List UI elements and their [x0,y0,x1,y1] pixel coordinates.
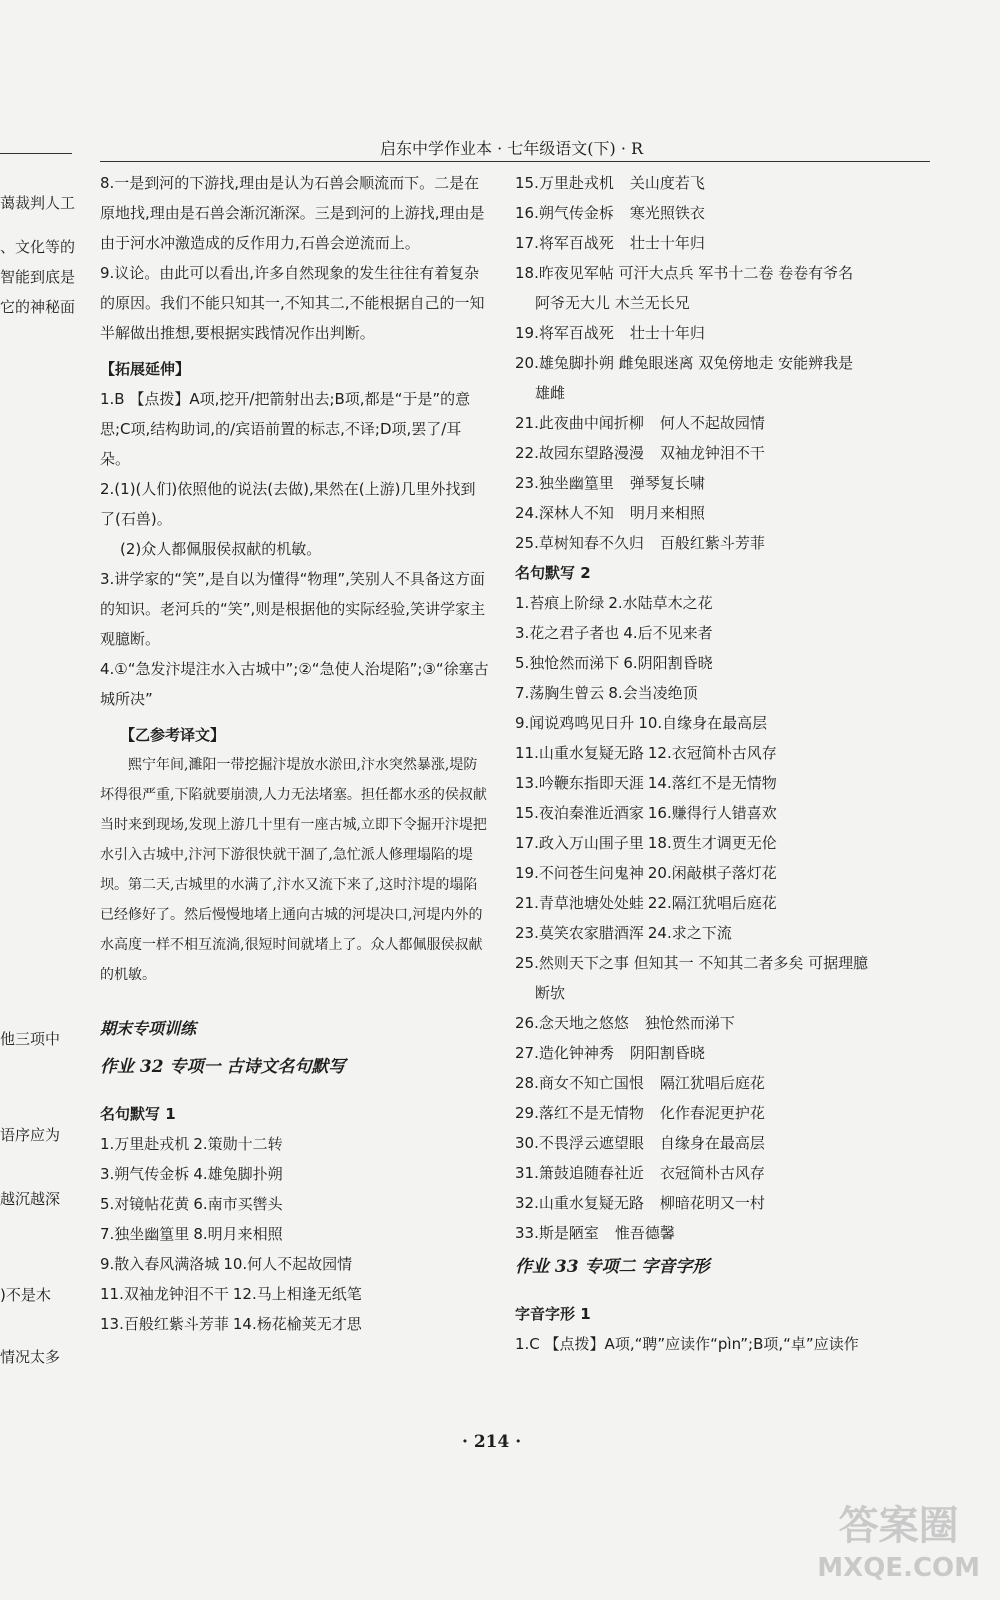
subsection-mj1: 名句默写 1 [100,1105,176,1123]
answer-row [100,1189,490,1219]
answer-row [515,1158,915,1188]
answer-row [515,1068,915,1098]
answer-row [515,888,915,918]
answer-20-line2: 雄雌 [535,384,566,402]
answer-row [100,1159,490,1189]
left-page-fragment: 它的神秘面 [0,298,76,316]
answer-row [515,408,915,438]
section-final-training: 期末专项训练 [100,1019,197,1038]
answer-row [100,1249,490,1279]
answer-cell: 6.南市买辔头 [193,1195,283,1213]
answer-cell: 5.对镜帖花黄 [100,1195,190,1213]
answer-cell: 12.衣冠简朴古风存 [647,744,777,762]
extension-answer-3: 3.讲学家的“笑”,是自以为懂得“物理”,笑别人不具备这方面的知识。老河兵的“笑”,则是根据他的实际经验,笑讲学家主观臆断。 [100,570,486,648]
answer-cell: 惟吾德馨 [614,1224,675,1242]
answer-9: 9.议论。由此可以看出,许多自然现象的发生往往有着复杂的原因。我们不能只知其一,不知其二,不能根据自己的一知半解做出推想,要根据实践情况作出判断。 [100,264,485,342]
answer-cell: 28.商女不知亡国恨 [515,1074,644,1092]
answer-cell: 3.朔气传金柝 [100,1165,190,1183]
answer-cell: 23.独坐幽篁里 [515,474,614,492]
answer-row [515,438,915,468]
answer-cell: 8.会当凌绝顶 [608,684,698,702]
answer-row [100,1129,490,1159]
homework-32-title: 作业 32 专项一 古诗文名句默写 [100,1057,346,1077]
answer-cell: 关山度若飞 [629,174,705,192]
homework-33-title: 作业 33 专项二 字音字形 [515,1257,710,1277]
answer-cell: 23.莫笑农家腊酒浑 [515,924,644,942]
answer-row [515,708,915,738]
answer-cell: 24.求之下流 [647,924,732,942]
answer-cell: 双袖龙钟泪不干 [659,444,765,462]
answer-cell: 12.马上相逢无纸笔 [232,1285,362,1303]
left-page-fragment: 智能到底是 [0,268,76,286]
answer-cell: 柳暗花明又一村 [659,1194,765,1212]
answer-cell: 31.箫鼓追随春社近 [515,1164,644,1182]
answer-cell: 22.隔江犹唱后庭花 [647,894,777,912]
answer-row [515,738,915,768]
answer-row [515,198,915,228]
answer-row [100,1219,490,1249]
answer-row [515,1128,915,1158]
left-page-fragment: 他三项中 [0,1030,61,1048]
answer-cell: 11.双袖龙钟泪不干 [100,1285,229,1303]
answer-18-line1: 18.昨夜见军帖 可汗大点兵 军书十二卷 卷卷有爷名 [515,264,854,282]
answer-row [515,1038,915,1068]
answer-row [515,468,915,498]
answer-cell: 25.草树知春不久归 [515,534,644,552]
answer-cell: 阴阳割昏晓 [629,1044,705,1062]
answer-row [100,1309,490,1339]
answer-cell: 6.阴阳割昏晓 [623,654,713,672]
answer-cell: 13.百般红紫斗芳菲 [100,1315,229,1333]
answer-25-line2: 断欤 [535,984,566,1002]
answer-cell: 15.万里赴戎机 [515,174,614,192]
answer-cell: 自缘身在最高层 [659,1134,765,1152]
mj1-list [100,1129,490,1339]
answer-row [515,228,915,258]
answer-cell: 9.闻说鸡鸣见日升 [515,714,635,732]
zy-answer-1: 1.C 【点拨】A项,“聘”应读作“pìn”;B项,“卓”应读作 [515,1335,859,1353]
left-page-fragment: 语序应为 [0,1126,61,1144]
answers-15-17 [515,168,915,258]
answer-cell: 7.独坐幽篁里 [100,1225,190,1243]
header-rule [100,161,930,162]
answer-cell: 21.此夜曲中闻折柳 [515,414,644,432]
answer-cell: 20.闲敲棋子落灯花 [647,864,777,882]
subsection-mj2: 名句默写 2 [515,564,591,582]
answer-row [515,648,915,678]
answers-21-25 [515,408,915,558]
answer-cell: 隔江犹唱后庭花 [659,1074,765,1092]
answer-cell: 7.荡胸生曾云 [515,684,605,702]
left-page-fragment: 越沉越深 [0,1190,61,1208]
answer-cell: 化作春泥更护花 [659,1104,765,1122]
extension-answer-4: 4.①“急发汴堤注水入古城中”;②“急使人治堤陷”;③“徐塞古城所决” [100,660,489,708]
answer-cell: 壮士十年归 [629,234,705,252]
answer-cell: 22.故园东望路漫漫 [515,444,644,462]
answer-row [515,768,915,798]
translation-title: 【乙参考译文】 [120,726,226,744]
answer-row [515,588,915,618]
answer-cell: 16.赚得行人错喜欢 [647,804,777,822]
answer-18-line2: 阿爷无大儿 木兰无长兄 [535,294,690,312]
left-page-fragment: 情况太多 [0,1348,61,1366]
answer-row [100,1279,490,1309]
answer-cell: 寒光照铁衣 [629,204,705,222]
answer-cell: 24.深林人不知 [515,504,614,522]
mj2-list [515,588,915,948]
answer-cell: 5.独怆然而涕下 [515,654,620,672]
answer-20-line1: 20.雄兔脚扑朔 雌兔眼迷离 双兔傍地走 安能辨我是 [515,354,854,372]
answer-cell: 33.斯是陋室 [515,1224,599,1242]
answer-cell: 4.后不见来者 [623,624,713,642]
answers-26-33 [515,1008,915,1248]
answer-cell: 独怆然而涕下 [644,1014,735,1032]
answer-cell: 14.落红不是无情物 [647,774,777,792]
left-column [100,168,490,1339]
answer-cell: 1.苔痕上阶绿 [515,594,605,612]
translation-text: 熙宁年间,濉阳一带挖掘汴堤放水淤田,汴水突然暴涨,堤防坏得很严重,下陷就要崩溃,人力无法堵塞。担任都水丞的侯叔献当时来到现场,发现上游几十里有一座古城,立即下令掘开汴堤把水引入古城中,汴河下游很快就干涸了,急忙派人修理塌陷的堤坝。第二天,古城里的水满了,汴水又流下来了,这时汴堤的塌陷已经修好了。然后慢慢地堵上通向古城的河堤决口,河堤内外的水高度一样不相互流淌,很短时间就堵上了。众人都佩服侯叔献的机敏。 [100,757,487,983]
answer-cell: 10.自缘身在最高层 [638,714,768,732]
answer-cell: 21.青草池塘处处蛙 [515,894,644,912]
subsection-zy1: 字音字形 1 [515,1305,591,1323]
answer-row [515,858,915,888]
answer-row [515,528,915,558]
answer-cell: 17.将军百战死 [515,234,614,252]
left-page-fragment: 、文化等的 [0,238,76,256]
answer-cell: 衣冠简朴古风存 [659,1164,765,1182]
answer-8: 8.一是到河的下游找,理由是认为石兽会顺流而下。二是在原地找,理由是石兽会渐沉渐深。三是到河的上游找,理由是由于河水冲激造成的反作用力,石兽会逆流而上。 [100,174,485,252]
answer-cell: 1.万里赴戎机 [100,1135,190,1153]
answer-row [515,168,915,198]
answer-cell: 3.花之君子者也 [515,624,620,642]
answer-cell: 明月来相照 [629,504,705,522]
answer-row [515,498,915,528]
answer-cell: 9.散入春风满洛城 [100,1255,220,1273]
answer-row [515,618,915,648]
section-title-extension: 【拓展延伸】 [100,360,191,378]
answer-cell: 何人不起故园情 [659,414,765,432]
running-header: 启东中学作业本 · 七年级语文(下) · R [380,139,644,158]
answer-row [515,1098,915,1128]
answer-cell: 27.造化钟神秀 [515,1044,614,1062]
page-number: · 214 · [462,1432,522,1452]
left-page-fragment: )不是木 [0,1286,51,1304]
answer-cell: 30.不畏浮云遮望眼 [515,1134,644,1152]
right-column [515,168,915,1359]
answer-row [515,1188,915,1218]
answer-cell: 18.贾生才调更无伦 [647,834,777,852]
answer-cell: 2.策勋十二转 [193,1135,283,1153]
answer-cell: 19.不问苍生问鬼神 [515,864,644,882]
answer-row [515,828,915,858]
answer-19: 19.将军百战死 壮士十年归 [515,324,705,342]
answer-cell: 32.山重水复疑无路 [515,1194,644,1212]
answer-row [515,798,915,828]
answer-row [515,678,915,708]
extension-answer-2: 2.(1)(人们)依照他的说法(去做),果然在(上游)几里外找到了(石兽)。 [100,480,476,528]
extension-answer-2b: (2)众人都佩服侯叔献的机敏。 [120,540,322,558]
extension-answer-1: 1.B 【点拨】A项,挖开/把箭射出去;B项,都是“于是”的意思;C项,结构助词,的/宾语前置的标志,不译;D项,罢了/耳朵。 [100,390,471,468]
answer-row [515,1008,915,1038]
left-page-rule [0,153,72,154]
answer-cell: 百般红紫斗芳菲 [659,534,765,552]
answer-cell: 4.雄兔脚扑朔 [193,1165,283,1183]
answer-cell: 17.政入万山围子里 [515,834,644,852]
answer-cell: 2.水陆草木之花 [608,594,713,612]
watermark-logo: 答案圈 MXQE.COM [817,1503,980,1583]
answer-cell: 26.念天地之悠悠 [515,1014,629,1032]
answer-cell: 16.朔气传金柝 [515,204,614,222]
answer-cell: 10.何人不起故园情 [223,1255,353,1273]
answer-cell: 11.山重水复疑无路 [515,744,644,762]
answer-cell: 13.吟鞭东指即天涯 [515,774,644,792]
answer-cell: 弹琴复长啸 [629,474,705,492]
left-page-fragment: 蔼裁判人工 [0,194,76,212]
answer-cell: 8.明月来相照 [193,1225,283,1243]
answer-cell: 29.落红不是无情物 [515,1104,644,1122]
answer-row [515,918,915,948]
answer-cell: 15.夜泊秦淮近酒家 [515,804,644,822]
answer-row [515,1218,915,1248]
answer-25-line1: 25.然则天下之事 但知其一 不知其二者多矣 可据理臆 [515,954,869,972]
answer-cell: 14.杨花榆荚无才思 [232,1315,362,1333]
